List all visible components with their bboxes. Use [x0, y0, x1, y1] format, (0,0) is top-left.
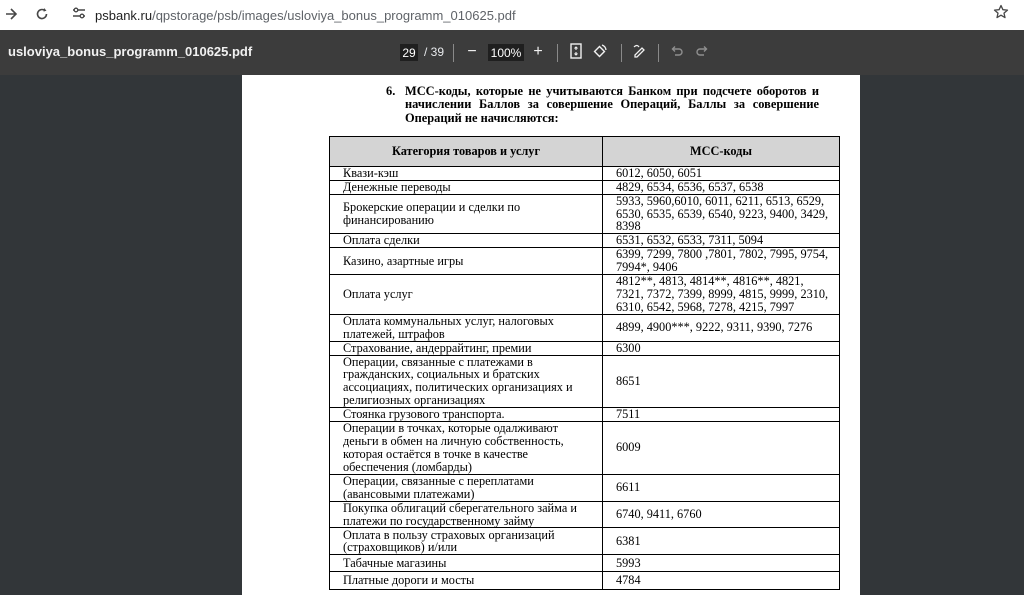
table-row [330, 474, 840, 501]
category-cell: Оплата коммунальных услуг, налоговых платежей, штрафов [330, 314, 603, 341]
table-row [330, 555, 840, 572]
section-heading [386, 85, 819, 125]
category-cell: Казино, азартные игры [330, 248, 603, 275]
category-cell: Табачные магазины [330, 555, 603, 572]
pdf-toolbar [0, 30, 1024, 75]
category-cell: Оплата сделки [330, 234, 603, 248]
page-number-input[interactable]: 29 [400, 44, 418, 61]
table-row [330, 355, 840, 407]
category-cell: Брокерские операции и сделки по финансированию [330, 194, 603, 233]
table-row [330, 421, 840, 474]
mcc-codes-cell: 6611 [603, 474, 840, 501]
mcc-codes-cell: 4829, 6534, 6536, 6537, 6538 [603, 180, 840, 194]
reload-icon [35, 7, 49, 24]
table-row [330, 180, 840, 194]
category-cell: Покупка облигаций сберегательного займа и платежи по государственному займу [330, 501, 603, 528]
mcc-codes-cell: 5993 [603, 555, 840, 572]
mcc-codes-cell: 6009 [603, 421, 840, 474]
pdf-viewer[interactable] [0, 75, 1024, 595]
fit-page-button[interactable] [566, 43, 586, 63]
category-cell: Страхование, андеррайтинг, премии [330, 341, 603, 355]
header-category: Категория товаров и услуг [330, 137, 603, 167]
mcc-table [329, 136, 840, 590]
mcc-codes-cell: 6300 [603, 341, 840, 355]
mcc-codes-cell: 4812**, 4813, 4814**, 4816**, 4821, 7321, 7372, 7399, 8999, 4815, 9999, 2310, 6310, 6542, 5968, 7278, 4215, 7997 [603, 275, 840, 314]
mcc-codes-cell: 8651 [603, 355, 840, 407]
table-row [330, 501, 840, 528]
url-field[interactable] [95, 8, 516, 23]
undo-icon [670, 44, 684, 63]
arrow-left-icon [4, 7, 18, 24]
redo-icon [695, 44, 709, 63]
fit-page-icon [569, 43, 583, 64]
toolbar-divider [621, 44, 622, 62]
draw-button[interactable] [630, 43, 650, 63]
star-icon [993, 4, 1009, 25]
toolbar-divider [658, 44, 659, 62]
table-row [330, 407, 840, 421]
table-row [330, 194, 840, 233]
category-cell: Операции, связанные с платежами в гражданских, социальных и братских ассоциациях, политических организациях и религиозных организациях [330, 355, 603, 407]
tune-icon [72, 6, 86, 24]
mcc-codes-cell: 7511 [603, 407, 840, 421]
mcc-codes-cell: 6531, 6532, 6533, 7311, 5094 [603, 234, 840, 248]
page-count: / 39 [424, 45, 445, 59]
url-host: psbank.ru [95, 7, 153, 23]
table-row [330, 528, 840, 555]
reload-button[interactable] [31, 4, 53, 26]
section-number: 6. [386, 84, 396, 98]
table-row [330, 572, 840, 590]
zoom-in-button[interactable]: + [533, 43, 543, 60]
table-row [330, 275, 840, 314]
rotate-icon [592, 43, 608, 64]
url-path: /qpstorage/psb/images/usloviya_bonus_programm_010625.pdf [152, 7, 516, 23]
undo-button[interactable] [667, 43, 687, 63]
table-row [330, 314, 840, 341]
document-title: usloviya_bonus_programm_010625.pdf [8, 44, 253, 59]
table-row [330, 341, 840, 355]
category-cell: Стоянка грузового транспорта. [330, 407, 603, 421]
category-cell: Денежные переводы [330, 180, 603, 194]
table-row [330, 248, 840, 275]
mcc-codes-cell: 5933, 5960,6010, 6011, 6211, 6513, 6529, 6530, 6535, 6539, 6540, 9223, 9400, 3429, 8398 [603, 194, 840, 233]
mcc-codes-cell: 6399, 7299, 7800 ,7801, 7802, 7995, 9754, 7994*, 9406 [603, 248, 840, 275]
table-row [330, 234, 840, 248]
site-info-button[interactable] [71, 7, 87, 23]
header-codes: MCC-коды [603, 137, 840, 167]
mcc-codes-cell: 6381 [603, 528, 840, 555]
category-cell: Оплата услуг [330, 275, 603, 314]
table-row [330, 167, 840, 181]
mcc-codes-cell: 6012, 6050, 6051 [603, 167, 840, 181]
toolbar-divider [557, 44, 558, 62]
redo-button[interactable] [692, 43, 712, 63]
toolbar-divider [453, 44, 454, 62]
section-title: MCC-коды, которые не учитываются Банком при подсчете оборотов и начислении Баллов за совершение Операций, Баллы за совершение Операций не начисляются: [405, 84, 819, 125]
category-cell: Оплата в пользу страховых организаций (страховщиков) и/или [330, 528, 603, 555]
mcc-codes-cell: 6740, 9411, 6760 [603, 501, 840, 528]
pdf-page [242, 75, 860, 595]
back-button[interactable] [0, 4, 22, 26]
mcc-codes-cell: 4899, 4900***, 9222, 9311, 9390, 7276 [603, 314, 840, 341]
category-cell: Операции в точках, которые одалживают деньги в обмен на личную собственность, которая остаётся в точке в качестве обеспечения (ломбарды) [330, 421, 603, 474]
browser-address-bar [0, 0, 1024, 30]
bookmark-button[interactable] [992, 5, 1010, 23]
zoom-level-input[interactable]: 100% [488, 44, 524, 61]
category-cell: Платные дороги и мосты [330, 572, 603, 590]
zoom-out-button[interactable]: − [467, 43, 477, 60]
rotate-button[interactable] [590, 43, 610, 63]
mcc-codes-cell: 4784 [603, 572, 840, 590]
pen-icon [632, 43, 648, 64]
category-cell: Операции, связанные с переплатами (авансовыми платежами) [330, 474, 603, 501]
category-cell: Квази-кэш [330, 167, 603, 181]
